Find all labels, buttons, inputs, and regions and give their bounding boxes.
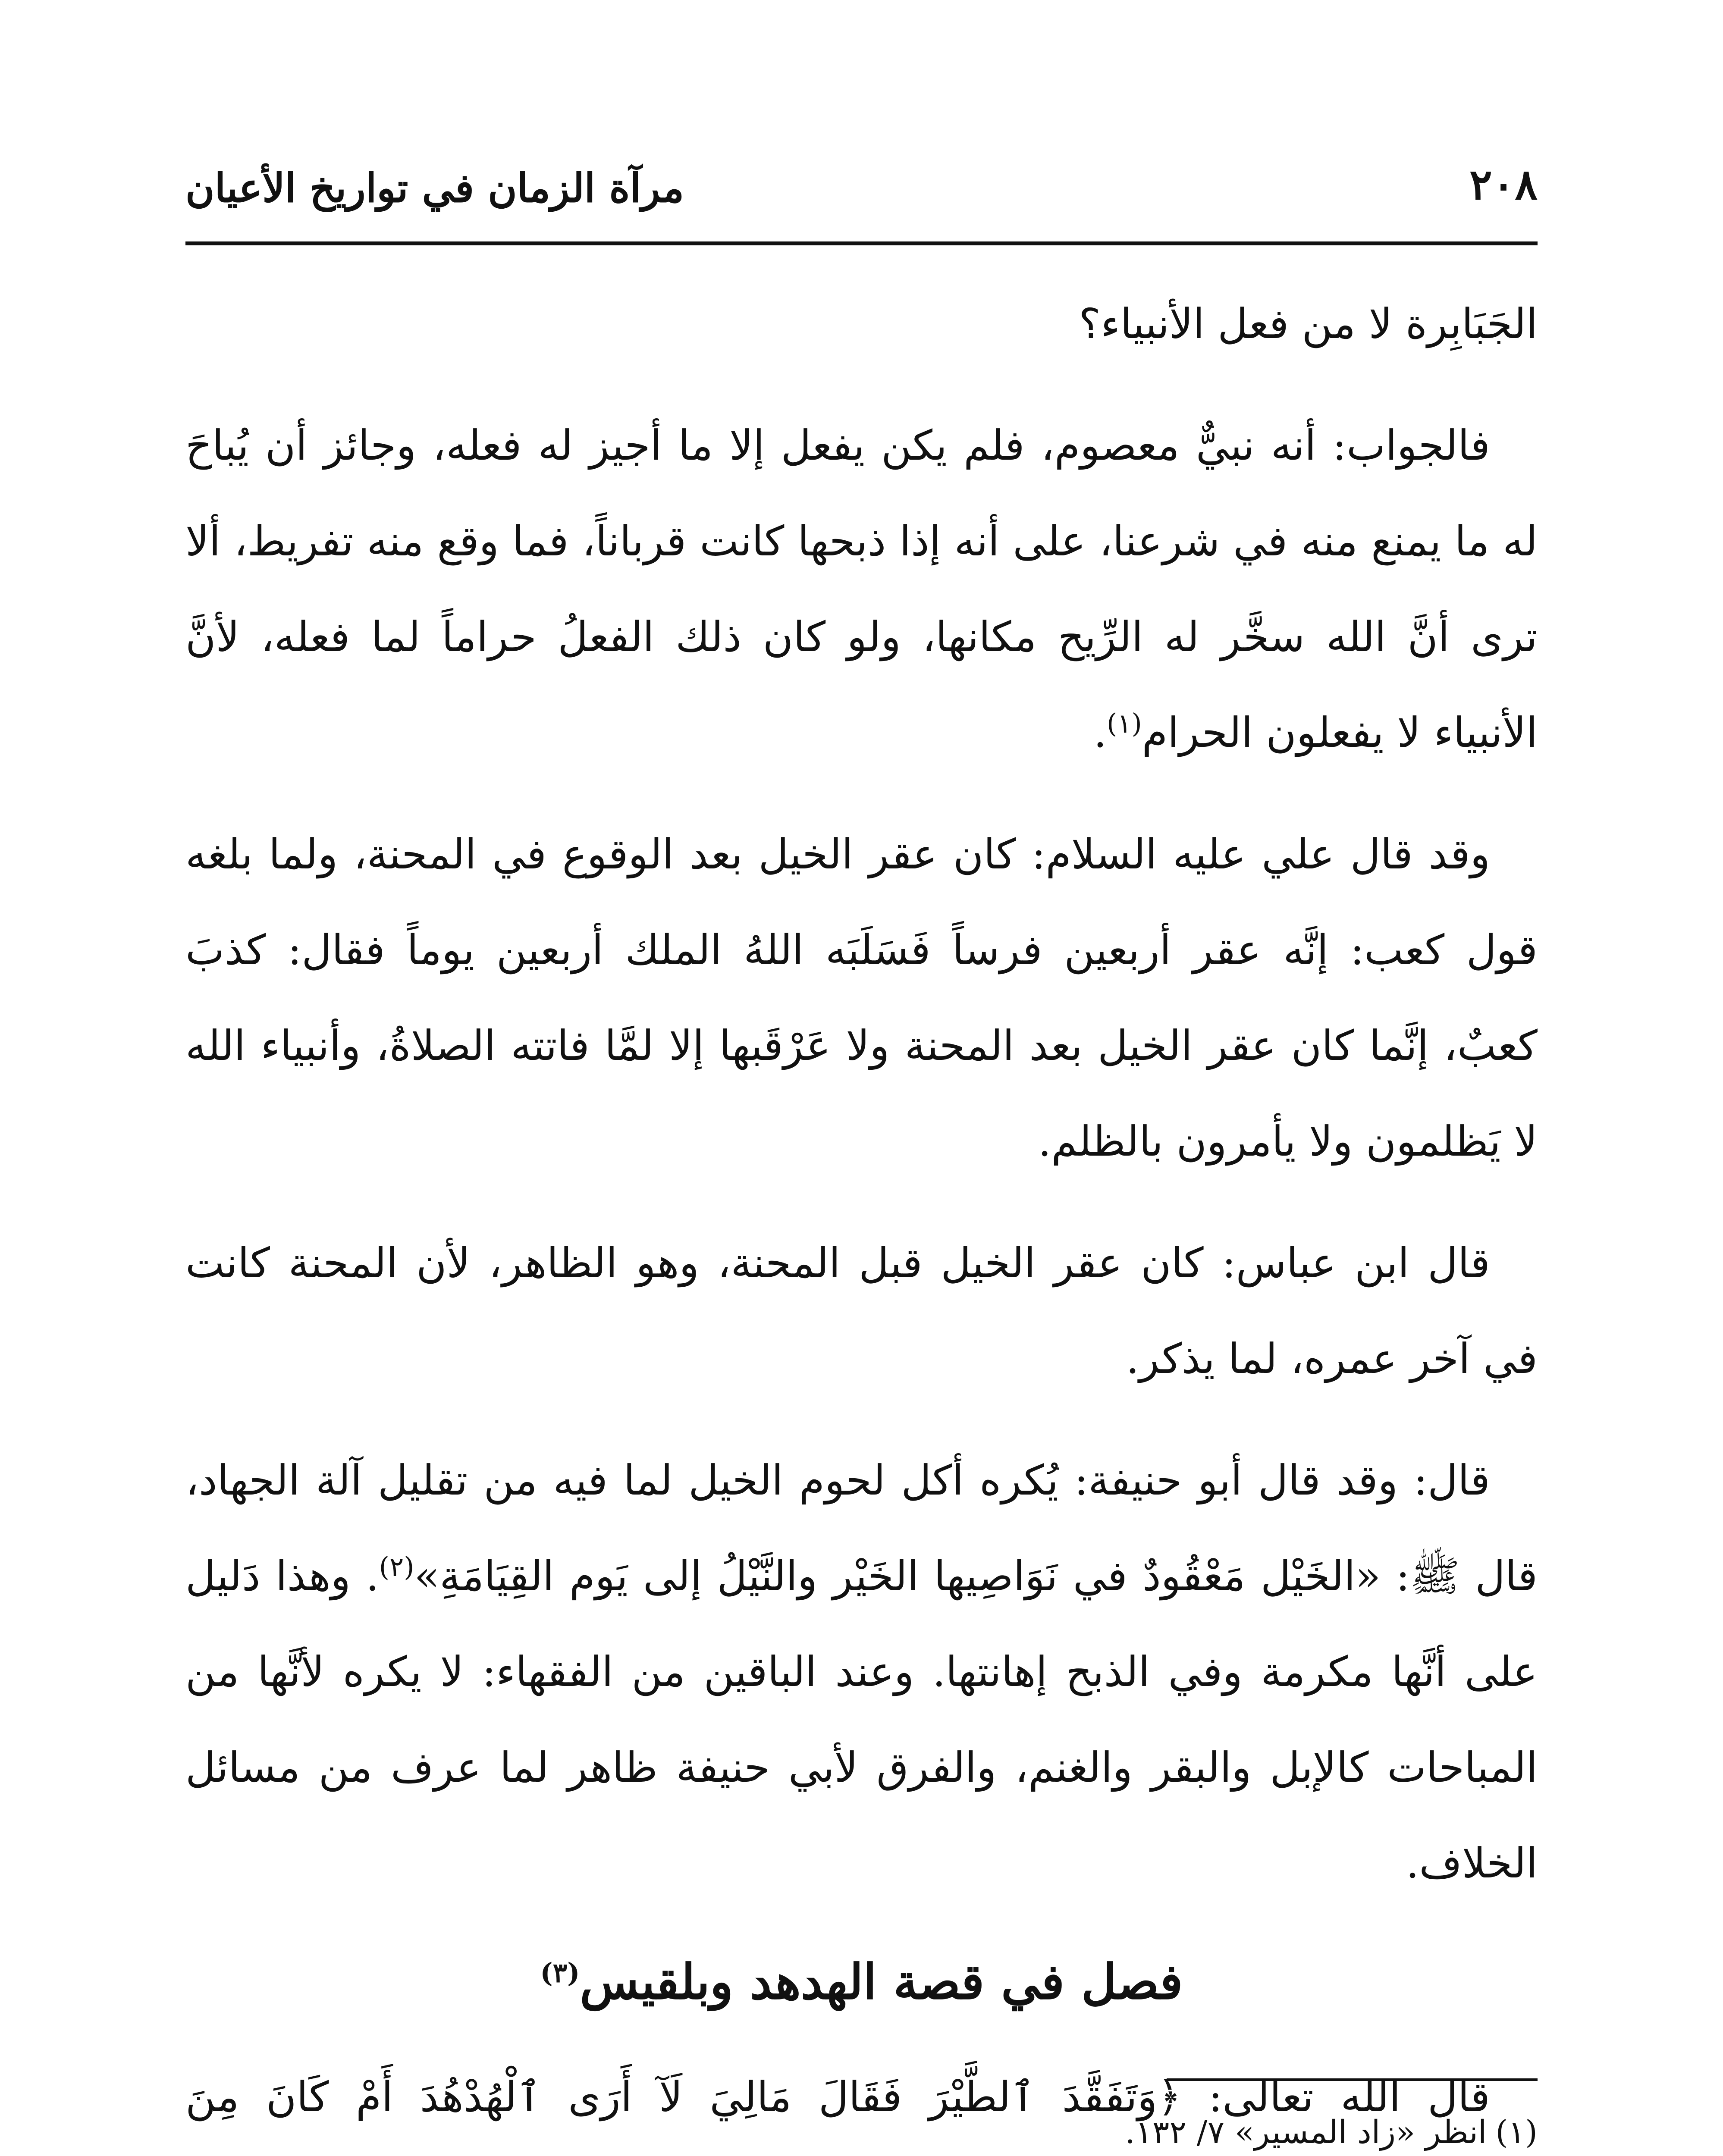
footnotes [185,2104,1538,2156]
paragraph: قال ابن عباس: كان عقر الخيل قبل المحنة، وهو الظاهر، لأن المحنة كانت في آخر عمره، لما يذكر. [185,1239,1538,1383]
header-divider [185,241,1538,245]
section-heading: فصل في قصة الهدهد وبلقيس$^{(٣)}$ [540,1954,1183,2010]
footnote-reference: (٢) [379,1551,414,1583]
paragraph: فالجواب: أنه نبيٌّ معصوم، فلم يكن يفعل إلا ما أجيز له فعله، وجائز أن يُباحَ له ما يمنع منه في شرعنا، على أنه إذا ذبحها كانت قرباناً، فما وقع منه تفريط، ألا ترى أنَّ الله سخَّر له الرِّيح مكانها، ولو كان ذلك الفعلُ حراماً لما فعله، لأنَّ الأنبياء لا يفعلون الحرام$^{(١)}$. [185,421,1538,757]
footnote-reference: (١) [1107,708,1142,739]
footnote-reference: (٣) [540,1957,580,1989]
running-title: مرآة الزمان في تواريخ الأعيان [185,165,684,211]
quran-verse: ﴿وَتَفَقَّدَ ٱلطَّيْرَ فَقَالَ مَالِيَ لَآ أَرَى ٱلْهُدْهُدَ أَمْ كَانَ مِنَ [185,2073,1182,2121]
page-header [185,142,1538,220]
paragraph: قال الله تعالى: ﴿وَتَفَقَّدَ ٱلطَّيْرَ فَقَالَ مَالِيَ لَآ أَرَى ٱلْهُدْهُدَ أَمْ كَانَ مِنَ [185,2049,1538,2156]
paragraph: قال: وقد قال أبو حنيفة: يُكره أكل لحوم الخيل لما فيه من تقليل آلة الجهاد، قال ﷺ: «الخَيْل مَعْقُودٌ في نَوَاصِيها الخَيْر والنَّيْلُ إلى يَوم القِيَامَةِ»$^{(٢)}$. وهذا دَليل على أنَّها مكرمة وفي الذبح إهانتها. وعند الباقين من الفقهاء: لا يكره لأنَّها من المباحات كالإبل والبقر والغنم، والفرق لأبي حنيفة ظاهر لما عرف من مسائل الخلاف. [185,1456,1538,1887]
main-text [185,276,1538,2156]
paragraph: الجَبَابِرة لا من فعل الأنبياء؟ [1079,300,1538,348]
page-number: ٢٠٨ [1469,160,1538,210]
footnote-divider [1167,2078,1538,2081]
paragraph: وقد قال علي عليه السلام: كان عقر الخيل بعد الوقوع في المحنة، ولما بلغه قول كعب: إنَّه عقر أربعين فرساً فَسَلَبَه اللهُ الملك أربعين يوماً فقال: كذبَ كعبٌ، إنَّما كان عقر الخيل بعد المحنة ولا عَرْقَبها إلا لمَّا فاتته الصلاةُ، وأنبياء الله لا يَظلمون ولا يأمرون بالظلم. [185,830,1538,1166]
footnote: (١)انظر «زاد المسير» ٧/ ١٣٢. [1125,2114,1538,2151]
